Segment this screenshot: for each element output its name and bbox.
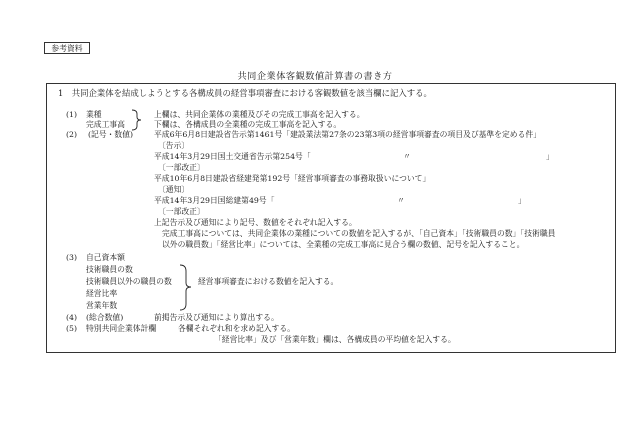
section1-desc-lower: 下欄は、各構成員の全業種の完成工事高を記入する。 [154, 120, 342, 129]
section2-number: (2) [66, 130, 78, 139]
page-title: 共同企業体客観数値計算書の書き方 [237, 71, 393, 82]
section2-ref4-tag: 〔一部改正〕 [158, 207, 205, 216]
section2-ref3-tag: 〔通知〕 [158, 185, 190, 194]
brace-icon [130, 109, 144, 131]
section2-ref4-close: 」 [518, 196, 526, 205]
section3-number: (3) [66, 253, 78, 262]
section2-ref-notification-254: 平成14年3月29日国土交通省告示第254号「 [154, 152, 311, 161]
section2-ref-circular-49: 平成14年3月29日国総建第49号「 [154, 196, 275, 205]
section3-item-management-ratio: 経営比率 [86, 289, 118, 298]
section1-number: (1) [66, 110, 78, 119]
section2-completed-works-note: 完成工事高については、共同企業体の業種についての数値を記入するが、「自己資本」「技術職員の数」「技術職員 [162, 229, 556, 238]
section3-item-tech-staff: 技術職員の数 [86, 265, 133, 274]
section5-note: 「経営比率」及び「営業年数」欄は、各構成員の平均値を記入する。 [214, 335, 456, 344]
section3-item-business-years: 営業年数 [86, 301, 118, 310]
section2-completed-works-note-cont: 以外の職員数」「経営比率」については、全業種の完成工事高に見合う欄の数値、記号を記入すること。 [162, 240, 525, 249]
section2-ref-notification-1461: 平成6年6月8日建設省告示第1461号「建設業法第27条の23第3項の経営事項審査の項目及び基準を定める件」 [154, 130, 541, 139]
section1-item-completed-works: 完成工事高 [86, 120, 125, 129]
section2-note: 上記告示及び通知により記号、数値をそれぞれ記入する。 [154, 218, 357, 227]
section2-label: (記号・数値) [88, 130, 134, 139]
section5-desc: 各欄それぞれ和を求め記入する。 [178, 324, 295, 333]
section2-ref2-ditto: 〃 [403, 152, 411, 161]
section3-desc: 経営事項審査における数値を記入する。 [198, 277, 339, 286]
section4-desc: 前掲告示及び通知により算出する。 [154, 313, 279, 322]
section5-label: 特別共同企業体計欄 [86, 324, 157, 333]
section1-desc-upper: 上欄は、共同企業体の業種及びその完成工事高を記入する。 [154, 110, 365, 119]
reference-label: 参考資料 [44, 42, 90, 54]
section4-number: (4) [66, 313, 78, 322]
brace-icon [178, 264, 194, 312]
section2-ref1-tag: 〔告示〕 [158, 141, 190, 150]
section3-item-other-staff: 技術職員以外の職員の数 [86, 277, 172, 286]
section4-label: (総合数値) [86, 313, 124, 322]
section3-item-equity: 自己資本額 [86, 253, 125, 262]
section2-ref2-close: 」 [546, 152, 554, 161]
section2-ref4-ditto: 〃 [397, 196, 405, 205]
section2-ref-circular-192: 平成10年6月8日建設省経建発第192号「経営事項審査の事務取扱いについて」 [154, 174, 431, 183]
section1-item-industry: 業種 [86, 110, 102, 119]
section5-number: (5) [66, 324, 78, 333]
intro-text: 1 共同企業体を結成しようとする各構成員の経営事項審査における客観数値を該当欄に記入する。 [58, 88, 432, 98]
section2-ref2-tag: 〔一部改正〕 [158, 163, 205, 172]
